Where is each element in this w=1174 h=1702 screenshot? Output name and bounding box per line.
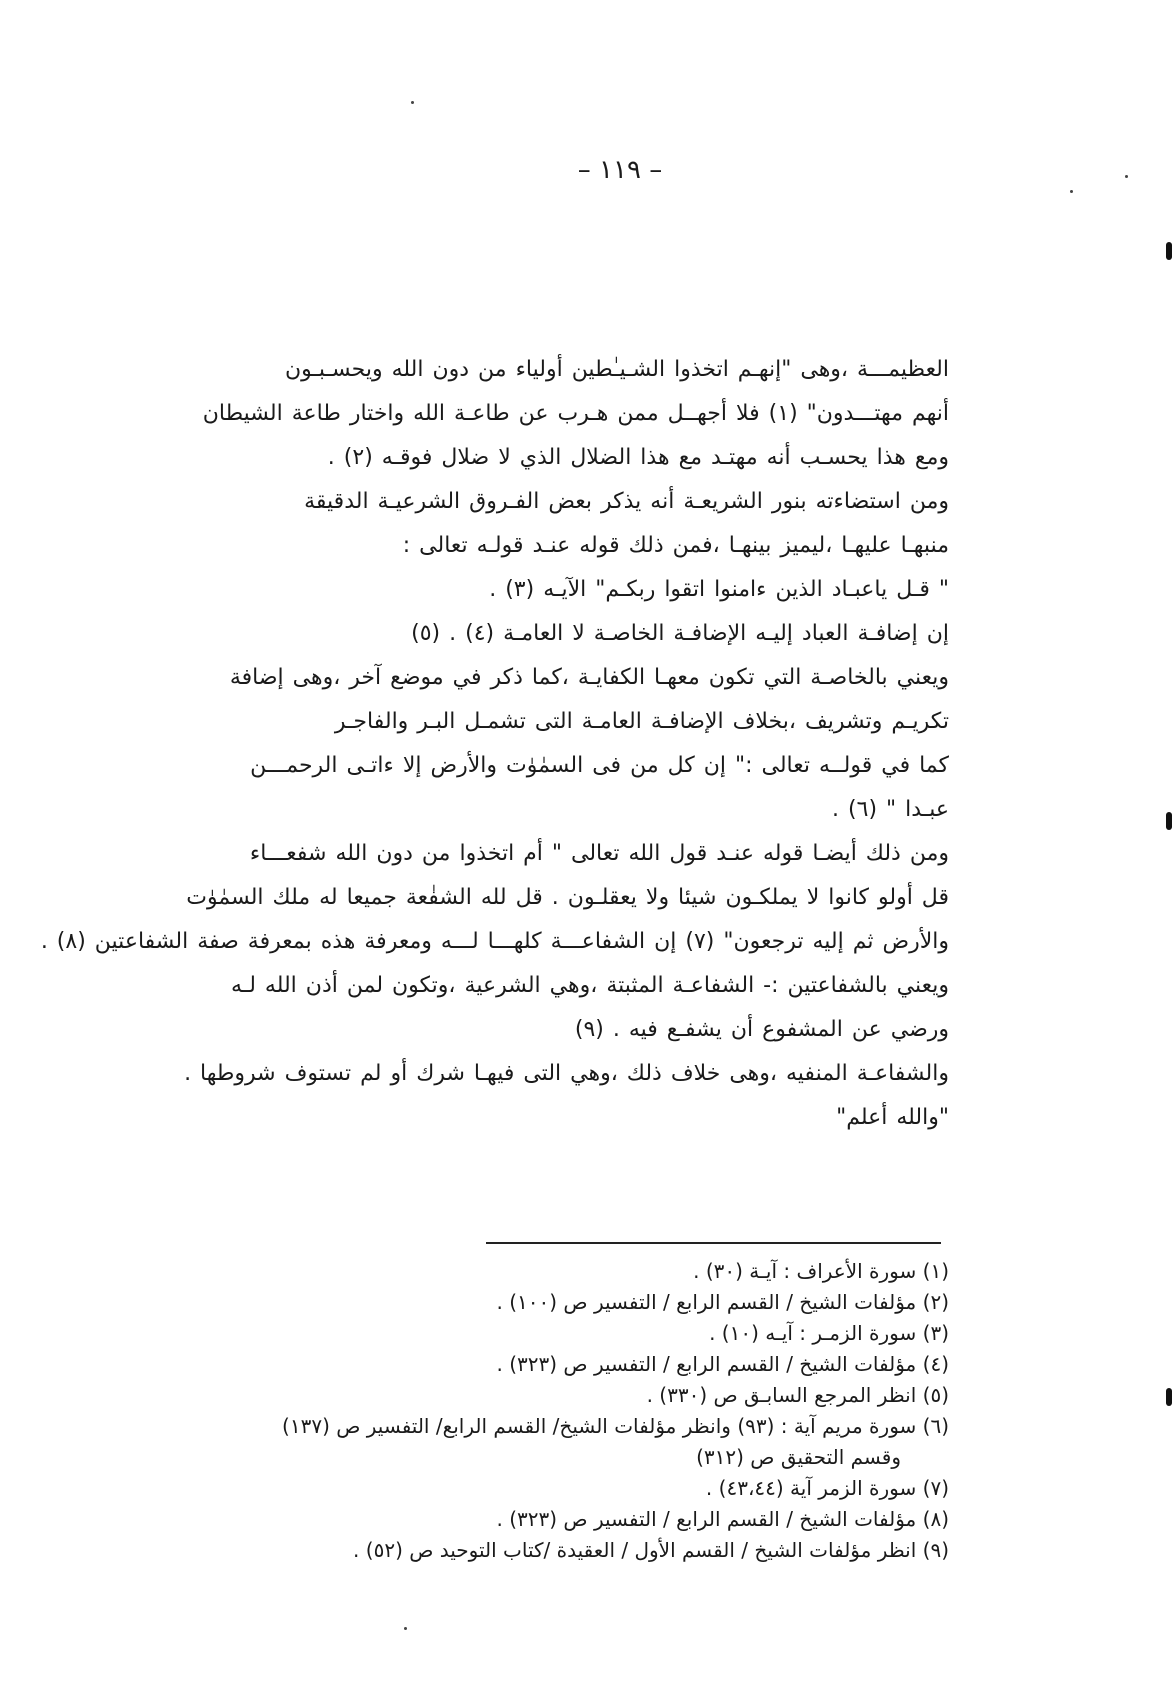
footnotes [49, 1256, 949, 1566]
scan-speck [1125, 175, 1128, 178]
footnote-6-continuation: وقسم التحقيق ص (٣١٢) [696, 1445, 901, 1469]
page-number: – ١١٩ – [577, 155, 663, 185]
closing-line: "والله أعلم" [836, 1105, 949, 1130]
body-line-16: ورضي عن المشفوع أن يشفـع فيه . (٩) [574, 1017, 949, 1042]
scan-edge-mark [1166, 242, 1172, 260]
scan-speck [411, 101, 414, 104]
body-line-2: أنهم مهتـــدون" (١) فلا أجهــل ممن هـرب عن طاعـة الله واختار طاعة الشيطان [202, 401, 949, 426]
footnote-divider [486, 1242, 941, 1244]
footnote-9: (٩) انظر مؤلفات الشيخ / القسم الأول / العقيدة /كتاب التوحيد ص (٥٢) . [353, 1538, 949, 1562]
scan-speck [1070, 190, 1073, 193]
body-line-10: كما في قولــه تعالى :" إن كل من فى السمٰوٰت والأرض إلا ءاتـى الرحمـــن [250, 753, 949, 778]
body-line-3: ومع هذا يحسـب أنه مهتـد مع هذا الضلال الذي لا ضلال فوقـه (٢) . [327, 445, 949, 470]
footnote-1: (١) سورة الأعراف : آيـة (٣٠) . [693, 1259, 949, 1283]
body-line-8: ويعني بالخاصـة التي تكون معهـا الكفايـة ،كما ذكر في موضع آخر ،وهى إضافة [229, 665, 949, 690]
scan-edge-mark [1166, 1388, 1172, 1406]
body-line-7: إن إضافـة العباد إليـه الإضافـة الخاصـة لا العامـة (٤) . (٥) [411, 621, 949, 646]
body-line-6: " قـل ياعبـاد الذين ءامنوا اتقوا ربكـم" الآيـه (٣) . [489, 577, 949, 602]
body-line-1: العظيمـــة ،وهى "إنهـم اتخذوا الشـيـٰطين أولياء من دون الله ويحسـبـون [284, 357, 949, 382]
footnote-6: (٦) سورة مريم آية : (٩٣) وانظر مؤلفات الشيخ/ القسم الرابع/ التفسير ص (١٣٧) [282, 1414, 949, 1438]
footnote-8: (٨) مؤلفات الشيخ / القسم الرابع / التفسير ص (٣٢٣) . [496, 1507, 949, 1531]
footnote-4: (٤) مؤلفات الشيخ / القسم الرابع / التفسير ص (٣٢٣) . [496, 1352, 949, 1376]
scan-edge-mark [1166, 812, 1172, 830]
body-line-9: تكريـم وتشريف ،بخلاف الإضافـة العامـة التى تشمـل البـر والفاجـر [334, 709, 949, 734]
body-line-17: والشفاعـة المنفيه ،وهى خلاف ذلك ،وهي التى فيهـا شرك أو لم تستوف شروطها . [184, 1061, 949, 1086]
body-line-4: ومن استضاءته بنور الشريعـة أنه يذكر بعض الفـروق الشرعيـة الدقيقة [304, 489, 949, 514]
body-line-11: عبـدا " (٦) . [832, 797, 949, 822]
body-line-15: ويعني بالشفاعتين :- الشفاعـة المثبتة ،وهي الشرعية ،وتكون لمن أذن الله لـه [230, 973, 949, 998]
body-line-12: ومن ذلك أيضـا قوله عنـد قول الله تعالى " أم اتخذوا من دون الله شفعـــاء [249, 841, 949, 866]
body-text [40, 348, 949, 1140]
body-line-14: والأرض ثم إليه ترجعون" (٧) إن الشفاعـــة كلهـــا لـــه ومعرفة هذه بمعرفة صفة الشفاعتين (٨) . [40, 929, 949, 954]
footnote-3: (٣) سورة الزمـر : آيـه (١٠) . [709, 1321, 949, 1345]
footnote-7: (٧) سورة الزمر آية (٤٣،٤٤) . [705, 1476, 949, 1500]
scan-speck [404, 1627, 407, 1630]
body-line-5: منبهـا عليهـا ،ليميز بينهـا ،فمن ذلك قوله عنـد قولـه تعالى : [402, 533, 949, 558]
body-line-13: قل أولو كانوا لا يملكـون شيئا ولا يعقلـون . قل لله الشفٰعة جميعا له ملك السمٰوٰت [186, 885, 949, 910]
footnote-5: (٥) انظر المرجع السابـق ص (٣٣٠) . [646, 1383, 949, 1407]
footnote-2: (٢) مؤلفات الشيخ / القسم الرابع / التفسير ص (١٠٠) . [496, 1290, 949, 1314]
